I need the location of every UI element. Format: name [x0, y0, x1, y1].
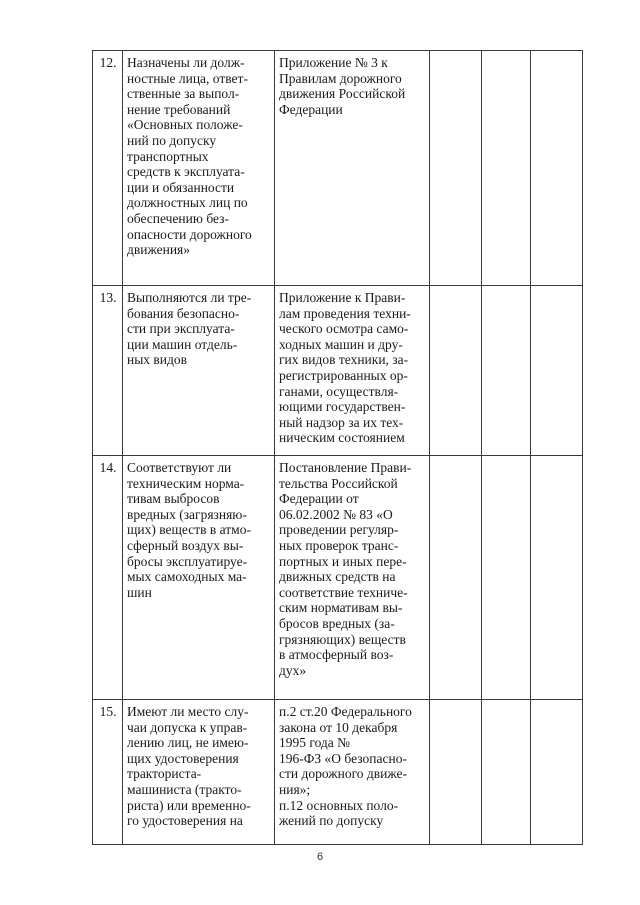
empty-cell	[430, 456, 482, 700]
table-row	[93, 456, 583, 700]
empty-cell	[531, 456, 583, 700]
table-row	[93, 51, 583, 286]
table-row	[93, 286, 583, 456]
empty-cell	[482, 456, 531, 700]
reference-cell: Постановление Прави- тельства Российской Федерации от 06.02.2002 № 83 «О проведении регуляр- ных проверок транс- портных и иных пере- движных средств на соответствие техниче- ским нормативам вы- бросов вредных (за- грязняющих) веществ в атмосферный воз- дух»	[275, 456, 430, 700]
reference-cell: Приложение № 3 к Правилам дорожного движения Российской Федерации	[275, 51, 430, 286]
question-cell: Имеют ли место слу- чаи допуска к управ- лению лиц, не имею- щих удостоверения тракториста- машиниста (тракто- риста) или временно- го удостоверения на	[123, 700, 275, 845]
checklist-table	[92, 50, 583, 845]
reference-cell: Приложение к Прави- лам проведения техни- ческого осмотра само- ходных машин и дру- гих видов техники, за- регистрированных ор- ганами, осуществля- ющими государствен- ный надзор за их тех- ническим состоянием	[275, 286, 430, 456]
page-number: 6	[316, 851, 324, 863]
empty-cell	[531, 286, 583, 456]
empty-cell	[430, 286, 482, 456]
empty-cell	[430, 51, 482, 286]
row-number: 13.	[93, 286, 123, 456]
empty-cell	[531, 51, 583, 286]
empty-cell	[531, 700, 583, 845]
question-cell: Назначены ли долж- ностные лица, ответ- ственные за выпол- нение требований «Основных положе- ний по допуску транспортных средств к эксплуата- ции и обязанности должностных лиц по обеспечению без- опасности дорожного движения»	[123, 51, 275, 286]
row-number: 12.	[93, 51, 123, 286]
empty-cell	[430, 700, 482, 845]
empty-cell	[482, 700, 531, 845]
row-number: 14.	[93, 456, 123, 700]
reference-cell: п.2 ст.20 Федерального закона от 10 декабря 1995 года № 196-ФЗ «О безопасно- сти дорожного движе- ния»; п.12 основных поло- жений по допуску	[275, 700, 430, 845]
empty-cell	[482, 51, 531, 286]
row-number: 15.	[93, 700, 123, 845]
question-cell: Соответствуют ли техническим норма- тивам выбросов вредных (загрязняю- щих) веществ в атмо- сферный воздух вы- бросы эксплуатируе- мых самоходных ма- шин	[123, 456, 275, 700]
empty-cell	[482, 286, 531, 456]
table-row	[93, 700, 583, 845]
question-cell: Выполняются ли тре- бования безопасно- сти при эксплуата- ции машин отдель- ных видов	[123, 286, 275, 456]
